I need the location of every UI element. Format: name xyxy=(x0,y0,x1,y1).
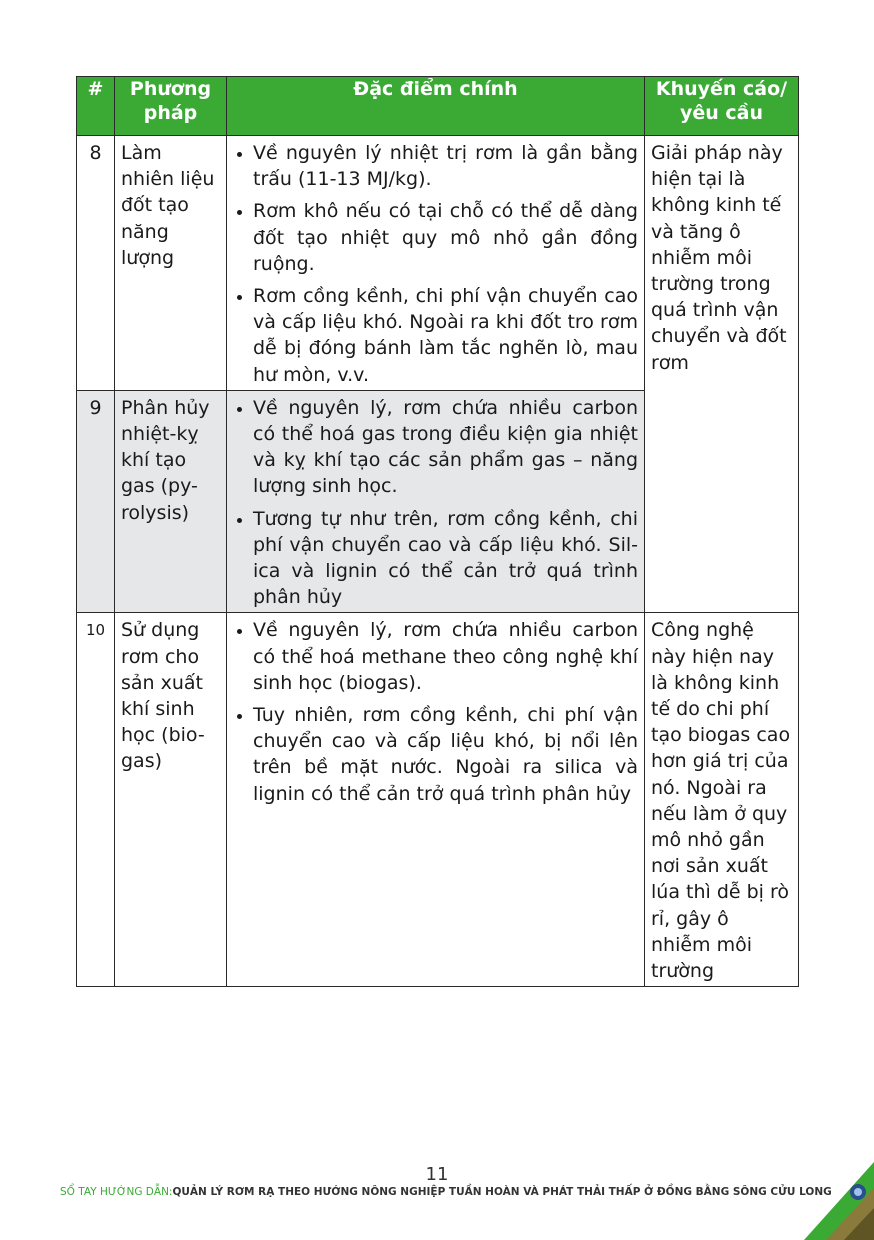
page-number: 11 xyxy=(425,1164,449,1185)
features-list xyxy=(233,617,638,806)
footer-title-prefix: SỔ TAY HƯỚNG DẪN: xyxy=(60,1186,173,1198)
header-features: Đặc điểm chính xyxy=(227,77,645,136)
features-cell xyxy=(227,613,645,987)
method-cell: Phân hủy nhiệt-kỵ khí tạo gas (py-rolysis) xyxy=(115,390,227,613)
recommendation-cell: Công nghệ này hiện nay là không kinh tế do chi phí tạo biogas cao hơn giá trị của nó. Ngoài ra nếu làm ở quy mô nhỏ gần nơi sản xuất lúa thì dễ bị rò rỉ, gây ô nhiễm môi trường xyxy=(645,613,799,987)
features-list xyxy=(233,395,638,611)
method-cell: Sử dụng rơm cho sản xuất khí sinh học (bio-gas) xyxy=(115,613,227,987)
corner-decoration-image xyxy=(774,1162,874,1240)
features-list xyxy=(233,140,638,388)
feature-item: • Rơm khô nếu có tại chỗ có thể dễ dàng đốt tạo nhiệt quy mô nhỏ gần đồng ruộng. xyxy=(253,198,638,277)
feature-item: • Tương tự như trên, rơm cồng kềnh, chi phí vận chuyển cao và cấp liệu khó. Sil-ica và lignin có thể cản trở quá trình phân hủy xyxy=(253,506,638,611)
table-header-row xyxy=(77,77,799,136)
method-table xyxy=(76,76,799,987)
features-cell xyxy=(227,390,645,613)
feature-item: • Tuy nhiên, rơm cồng kềnh, chi phí vận chuyển cao và cấp liệu khó, bị nổi lên trên bề mặt nước. Ngoài ra silica và lignin có thể cản trở quá trình phân hủy xyxy=(253,702,638,807)
features-cell xyxy=(227,136,645,391)
feature-item: • Về nguyên lý, rơm chứa nhiều carbon có thể hoá gas trong điều kiện gia nhiệt và kỵ khí tạo các sản phẩm gas – năng lượng sinh học. xyxy=(253,395,638,500)
footer-title-main: QUẢN LÝ RƠM RẠ THEO HƯỚNG NÔNG NGHIỆP TUẦN HOÀN VÀ PHÁT THẢI THẤP Ở ĐỒNG BẰNG SÔNG CỬU LONG xyxy=(172,1186,832,1198)
row-number: 9 xyxy=(77,390,115,613)
header-recommendation: Khuyến cáo/ yêu cầu xyxy=(645,77,799,136)
recommendation-cell: Giải pháp này hiện tại là không kinh tế và tăng ô nhiễm môi trường trong quá trình vận chuyển và đốt rơm xyxy=(645,136,799,613)
footer-title xyxy=(60,1186,832,1198)
method-cell: Làm nhiên liệu đốt tạo năng lượng xyxy=(115,136,227,391)
table-row-8 xyxy=(77,136,799,391)
row-number: 8 xyxy=(77,136,115,391)
header-num: # xyxy=(77,77,115,136)
table-row-10 xyxy=(77,613,799,987)
feature-item: • Về nguyên lý, rơm chứa nhiều carbon có thể hoá methane theo công nghệ khí sinh học (biogas). xyxy=(253,617,638,696)
header-method: Phương pháp xyxy=(115,77,227,136)
row-number: 10 xyxy=(77,613,115,987)
feature-item: • Về nguyên lý nhiệt trị rơm là gần bằng trấu (11-13 MJ/kg). xyxy=(253,140,638,192)
feature-item: • Rơm cồng kềnh, chi phí vận chuyển cao và cấp liệu khó. Ngoài ra khi đốt tro rơm dễ bị đóng bánh làm tắc nghẽn lò, mau hư mòn, v.v. xyxy=(253,283,638,388)
